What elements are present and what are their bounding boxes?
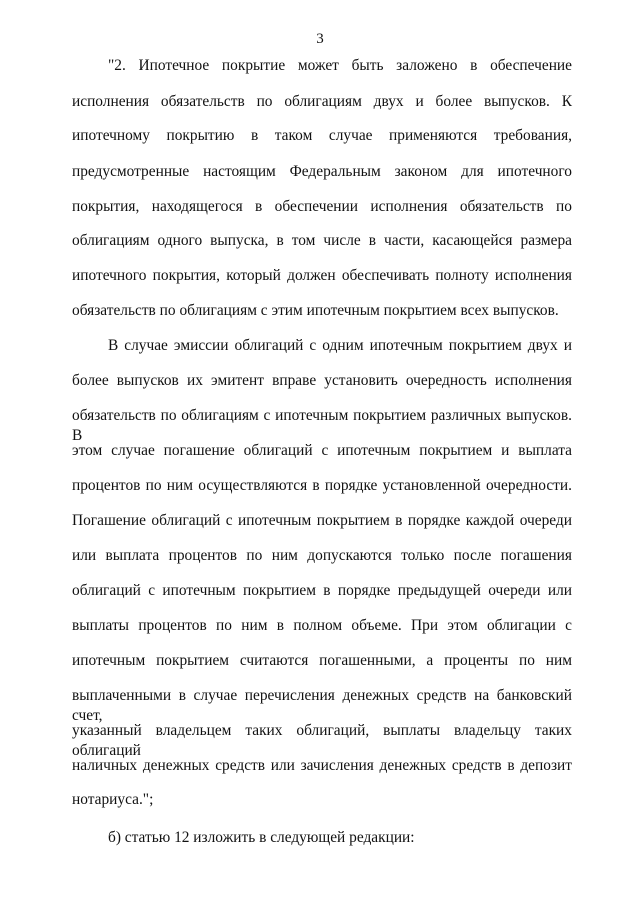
- paragraph-line: покрытия, находящегося в обеспечении исполнения обязательств по: [72, 198, 572, 215]
- paragraph-line: ипотечным покрытием считаются погашенными, а проценты по ним: [72, 652, 572, 669]
- paragraph-line: или выплата процентов по ним допускаются только после погашения: [72, 547, 572, 564]
- paragraph-line: "2. Ипотечное покрытие может быть заложено в обеспечение: [108, 57, 572, 74]
- paragraph-line: б) статью 12 изложить в следующей редакции:: [108, 829, 415, 846]
- paragraph-line: исполнения обязательств по облигациям двух и более выпусков. К: [72, 93, 572, 110]
- page-number: 3: [316, 31, 324, 47]
- paragraph-line: ипотечному покрытию в таком случае применяются требования,: [72, 127, 572, 144]
- paragraph-line: Погашение облигаций с ипотечным покрытием в порядке каждой очереди: [72, 512, 572, 529]
- paragraph-line: более выпусков их эмитент вправе установить очередность исполнения: [72, 372, 572, 389]
- paragraph-line: нотариуса.";: [72, 791, 154, 808]
- paragraph-line: указанный владельцем таких облигаций, выплаты владельцу таких облигаций: [72, 722, 572, 759]
- paragraph-line: выплаты процентов по ним в полном объеме. При этом облигации с: [72, 617, 572, 634]
- paragraph-line: ипотечного покрытия, который должен обеспечивать полноту исполнения: [72, 267, 572, 284]
- paragraph-line: обязательств по облигациям с ипотечным покрытием различных выпусков. В: [72, 407, 572, 444]
- paragraph-line: выплаченными в случае перечисления денежных средств на банковский счет,: [72, 687, 572, 724]
- paragraph-line: В случае эмиссии облигаций с одним ипотечным покрытием двух и: [108, 337, 572, 354]
- paragraph-line: обязательств по облигациям с этим ипотечным покрытием всех выпусков.: [72, 302, 559, 319]
- paragraph-line: наличных денежных средств или зачисления денежных средств в депозит: [72, 757, 572, 774]
- paragraph-line: предусмотренные настоящим Федеральным законом для ипотечного: [72, 163, 572, 180]
- paragraph-line: этом случае погашение облигаций с ипотечным покрытием и выплата: [72, 442, 572, 459]
- paragraph-line: процентов по ним осуществляются в порядке установленной очередности.: [72, 477, 572, 494]
- paragraph-line: облигациям одного выпуска, в том числе в части, касающейся размера: [72, 232, 572, 249]
- paragraph-line: облигаций с ипотечным покрытием в порядке предыдущей очереди или: [72, 582, 572, 599]
